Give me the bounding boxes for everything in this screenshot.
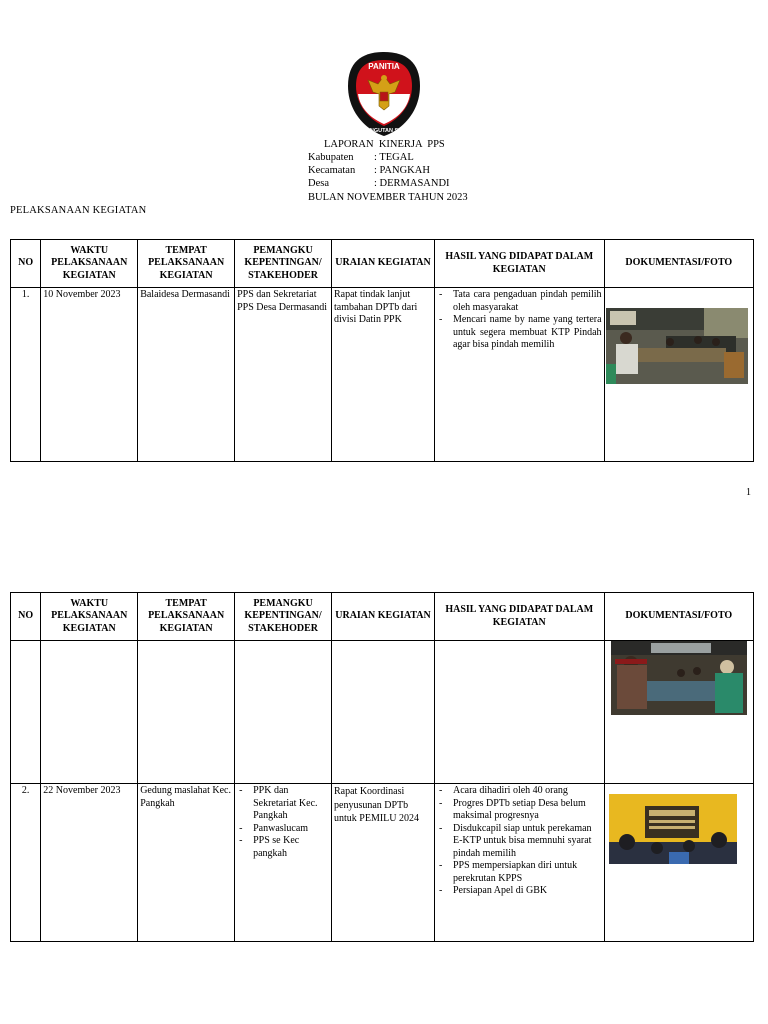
col-header-tempat: TEMPAT PELAKSANAAN KEGIATAN xyxy=(138,240,235,288)
table-row xyxy=(11,288,754,462)
field-label: Kecamatan xyxy=(308,165,356,176)
list-item: - Panwaslucam xyxy=(237,823,329,836)
list-item: - Acara dihadiri oleh 40 orang xyxy=(437,785,602,798)
row-uraian: Rapat Koordinasi penyusunan DPTb untuk PEMILU 2024 xyxy=(332,784,435,942)
empty-cell xyxy=(235,641,332,784)
logo-top-text: PANITIA xyxy=(368,62,400,71)
row-tempat: Balaidesa Dermasandi xyxy=(138,288,235,462)
ppk-logo-emblem xyxy=(346,50,422,138)
header-field-kecamatan xyxy=(308,164,430,177)
field-label: Kabupaten xyxy=(308,152,354,163)
col-header-no: NO xyxy=(11,593,41,641)
section-title: PELAKSANAAN KEGIATAN xyxy=(10,205,147,216)
row-no: 1. xyxy=(11,288,41,462)
list-item: - PPS mempersiapkan diri untuk perekrutan KPPS xyxy=(437,860,602,885)
row-dokumentasi xyxy=(604,641,753,784)
empty-cell xyxy=(434,641,604,784)
meeting-photo xyxy=(611,641,747,715)
col-header-no: NO xyxy=(11,240,41,288)
row-uraian: Rapat tindak lanjut tambahan DPTb dari divisi Datin PPK xyxy=(332,288,435,462)
empty-cell xyxy=(41,641,138,784)
col-header-pemangku: PEMANGKU KEPENTINGAN/ STAKEHODER xyxy=(235,593,332,641)
row-dokumentasi xyxy=(604,784,753,942)
page-number: 1 xyxy=(746,487,751,498)
field-value: : PANGKAH xyxy=(374,165,430,176)
report-period: BULAN NOVEMBER TAHUN 2023 xyxy=(308,192,468,203)
table-header-row xyxy=(11,240,754,288)
col-header-hasil: HASIL YANG DIDAPAT DALAM KEGIATAN xyxy=(434,593,604,641)
table-row xyxy=(11,784,754,942)
col-header-uraian: URAIAN KEGIATAN xyxy=(332,593,435,641)
row-pemangku: PPS dan Sekretariat PPS Desa Dermasandi xyxy=(235,288,332,462)
col-header-waktu: WAKTU PELAKSANAAN KEGIATAN xyxy=(41,593,138,641)
list-item: - PPS se Kec pangkah xyxy=(237,835,329,860)
row-no: 2. xyxy=(11,784,41,942)
row-hasil xyxy=(434,288,604,462)
col-header-hasil: HASIL YANG DIDAPAT DALAM KEGIATAN xyxy=(434,240,604,288)
row-hasil xyxy=(434,784,604,942)
activity-table-page-2 xyxy=(10,592,754,942)
field-label: Desa xyxy=(308,178,329,189)
col-header-tempat: TEMPAT PELAKSANAAN KEGIATAN xyxy=(138,593,235,641)
list-item: - Disdukcapil siap untuk perekaman E-KTP untuk bisa memnuhi syarat pindah memilih xyxy=(437,823,602,861)
col-header-pemangku: PEMANGKU KEPENTINGAN/ STAKEHODER xyxy=(235,240,332,288)
activity-table-page-1 xyxy=(10,239,754,462)
field-value: : TEGAL xyxy=(374,152,414,163)
table-row-continued xyxy=(11,641,754,784)
header-field-kabupaten xyxy=(308,151,414,164)
empty-cell xyxy=(11,641,41,784)
list-item: - Mencari name by name yang tertera untuk segera membuat KTP Pindah agar bisa pindah memilih xyxy=(437,314,602,352)
row-waktu: 10 November 2023 xyxy=(41,288,138,462)
list-item: - Tata cara pengaduan pindah pemilih oleh masyarakat xyxy=(437,289,602,314)
meeting-photo xyxy=(606,308,748,384)
list-item: - Persiapan Apel di GBK xyxy=(437,885,602,898)
field-value: : DERMASANDI xyxy=(374,178,450,189)
list-item: - PPK dan Sekretariat Kec. Pangkah xyxy=(237,785,329,823)
meeting-photo xyxy=(609,794,737,864)
empty-cell xyxy=(138,641,235,784)
col-header-dokumentasi: DOKUMENTASI/FOTO xyxy=(604,240,753,288)
row-waktu: 22 November 2023 xyxy=(41,784,138,942)
col-header-dokumentasi: DOKUMENTASI/FOTO xyxy=(604,593,753,641)
row-dokumentasi xyxy=(604,288,753,462)
col-header-waktu: WAKTU PELAKSANAAN KEGIATAN xyxy=(41,240,138,288)
header-field-desa xyxy=(308,177,450,190)
logo-bottom-text: PEMUNGUTAN SUARA xyxy=(353,128,415,134)
col-header-uraian: URAIAN KEGIATAN xyxy=(332,240,435,288)
empty-cell xyxy=(332,641,435,784)
list-item: - Progres DPTb setiap Desa belum maksimal progresnya xyxy=(437,798,602,823)
row-pemangku xyxy=(235,784,332,942)
table-header-row xyxy=(11,593,754,641)
row-tempat: Gedung maslahat Kec. Pangkah xyxy=(138,784,235,942)
report-title: LAPORAN KINERJA PPS xyxy=(324,139,445,150)
